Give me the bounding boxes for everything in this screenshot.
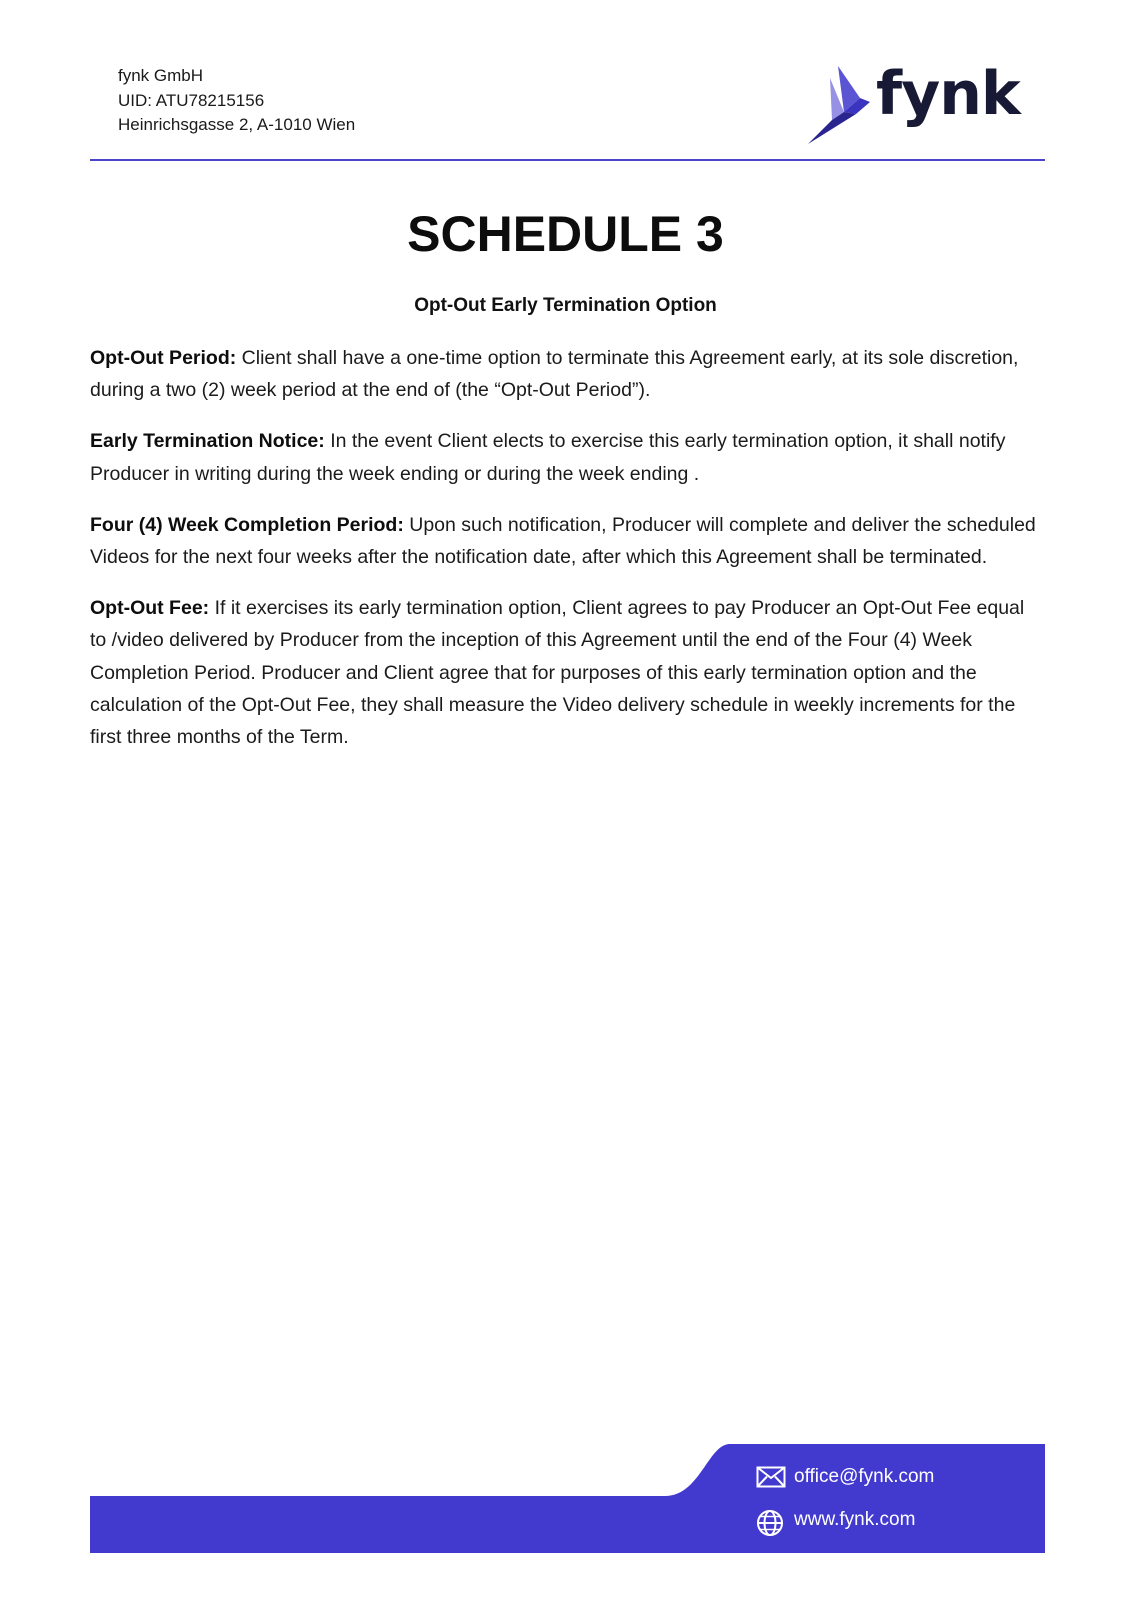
section-heading: Opt-Out Period: — [90, 347, 237, 369]
page-subtitle: Opt-Out Early Termination Option — [414, 295, 717, 316]
globe-icon — [756, 1509, 784, 1537]
section-text: In the event Client elects to exercise this early termination option, it shall notify Producer in writing during the week ending or during the week ending . — [90, 430, 1006, 485]
section-opt-out-fee — [90, 592, 1045, 753]
fynk-logo — [808, 59, 1020, 146]
page-title: SCHEDULE 3 — [407, 206, 724, 262]
company-uid: UID: ATU78215156 — [118, 90, 265, 110]
section-text: If it exercises its early termination option, Client agrees to pay Producer an Opt-Out Fee equal to /video delivered by Producer from the inception of this Agreement until the end of the Four (4) Week Completion Period. Producer and Client agree that for purposes of this early termination option and the calculation of the Opt-Out Fee, they shall measure the Video delivery schedule in weekly increments for the first three months of the Term. — [90, 597, 1025, 749]
footer-band-shape — [90, 1444, 1045, 1553]
company-info — [118, 64, 355, 138]
section-heading: Early Termination Notice: — [90, 430, 325, 453]
company-name: fynk GmbH — [118, 66, 204, 85]
company-address: Heinrichsgasse 2, A-1010 Wien — [118, 115, 356, 134]
section-text: Upon such notification, Producer will complete and deliver the scheduled Videos for the next four weeks after the notification date, after which this Agreement shall be terminated. — [90, 513, 1036, 569]
website-link[interactable]: www.fynk.com — [794, 1509, 916, 1530]
envelope-icon — [756, 1466, 786, 1488]
section-heading: Four (4) Week Completion Period: — [90, 513, 404, 536]
section-early-termination-notice — [90, 425, 1045, 489]
section-heading: Opt-Out Fee: — [90, 597, 210, 620]
section-completion-period — [90, 509, 1045, 573]
section-text: Client shall have a one-time option to terminate this Agreement early, at its sole discretion, during a two (2) week period at the end of (the “Opt-Out Period”). — [90, 347, 1019, 402]
bird-logo-icon — [808, 64, 878, 144]
footer-band — [90, 1444, 1045, 1553]
section-opt-out-period — [90, 342, 1045, 406]
email-link[interactable]: office@fynk.com — [794, 1466, 935, 1487]
document-body — [90, 342, 1045, 772]
header-divider — [90, 159, 1045, 161]
logo-wordmark: fynk — [876, 59, 1020, 129]
